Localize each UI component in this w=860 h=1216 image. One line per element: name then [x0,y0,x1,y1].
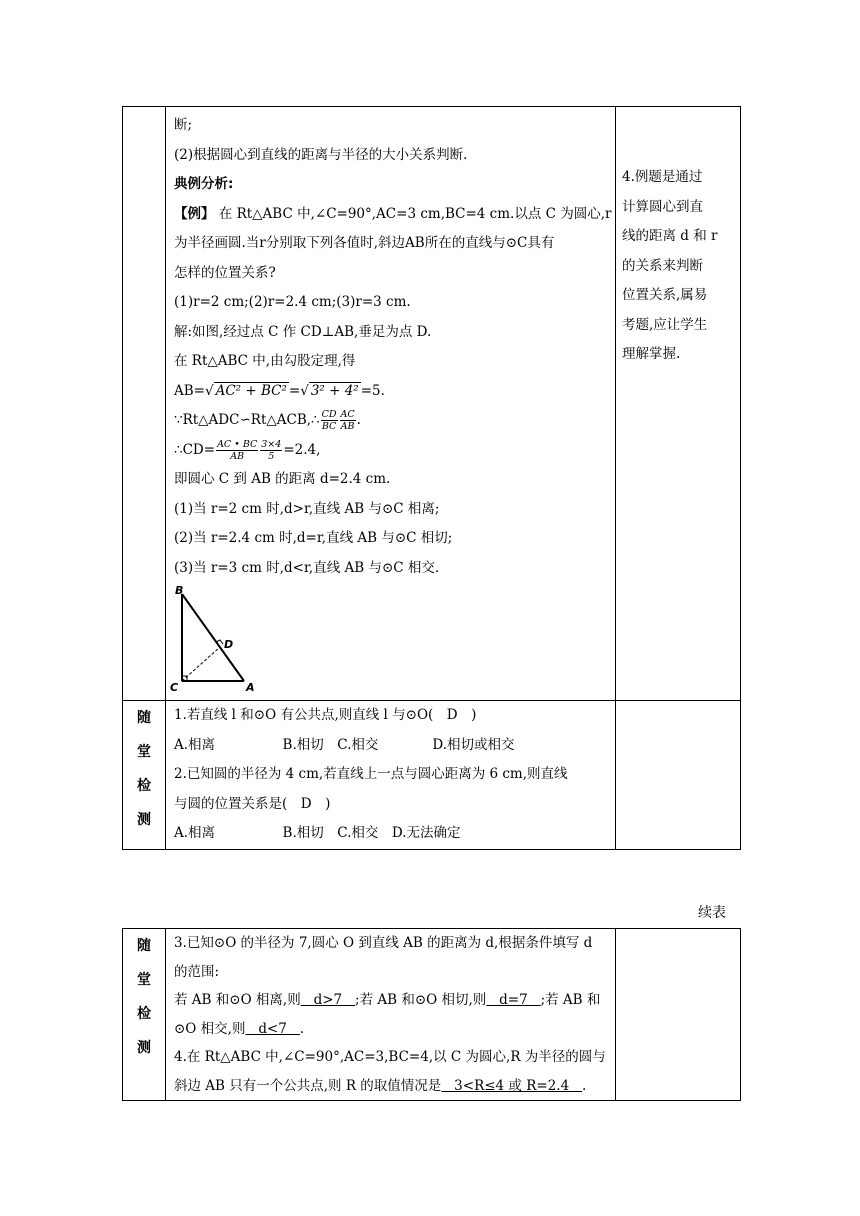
text-line: (1)当 r=2 cm 时,d>r,直线 AB 与⊙C 相离; [174,500,440,517]
side-label [123,701,165,837]
pythagoras-line [174,377,607,407]
quiz-question: 与圆的位置关系是( D ) [174,795,331,812]
fraction [260,439,282,462]
text-line: (1)r=2 cm;(2)r=2.4 cm;(3)r=3 cm. [174,294,411,310]
text-line: (3)当 r=3 cm 时,d<r,直线 AB 与⊙C 相交. [174,559,440,576]
text-span: . [299,1020,305,1037]
side-label-char: 堂 [137,972,151,988]
text-span: ;若 AB 和 [540,992,601,1008]
note-line: 线的距离 d 和 r [622,228,718,244]
fraction [216,439,258,462]
text-span: ⊙O 相交,则 [174,1020,246,1037]
text-span: ∴CD= [174,441,216,458]
fraction-denominator: BC [321,421,337,432]
fraction-denominator: AB [340,421,355,432]
section-heading: 典例分析: [174,176,234,192]
sqrt-sign: √ [300,382,309,399]
side-label-char: 随 [137,710,151,726]
note-line: 的关系来判断 [622,257,703,274]
example-intro [174,200,612,230]
text-span: ∵Rt△ADC∽Rt△ACB,∴ [174,412,320,428]
text-span: = [288,382,301,399]
vertex-label-b: B [175,585,184,597]
quiz-question: 的范围: [174,963,220,980]
text-span: =5. [360,382,385,399]
side-label-cell [123,929,166,1101]
text-span: 若 AB 和⊙O 相离,则 [174,992,301,1008]
example-cell [166,107,616,701]
vertex-label-c: C [170,681,179,693]
altitude-cd [182,647,220,681]
text-span: 在 Rt△ABC 中,∠C=90°,AC=3 cm,BC=4 cm.以点 C 为圆心,r [214,205,612,222]
fraction [321,409,338,432]
continued-label: 续表 [698,905,726,921]
side-label-char: 检 [137,778,151,794]
text-line: (2)当 r=2.4 cm 时,d=r,直线 AB 与⊙C 相切; [174,530,453,546]
text-span: AB= [174,382,205,399]
fraction-numerator: CD [321,409,337,420]
text-line: 在 Rt△ABC 中,由勾股定理,得 [174,353,356,369]
cd-line [174,436,607,466]
text-line: 为半径画圆.当r分别取下列各值时,斜边AB所在的直线与⊙C具有 [174,235,555,251]
quiz-cell [166,701,616,850]
quiz-fill-line [174,1072,607,1101]
quiz-cell [166,929,616,1101]
side-label-cell [123,701,166,850]
quiz-question: 2.已知圆的半径为 4 cm,若直线上一点与圆心距离为 6 cm,则直线 [174,766,568,782]
sqrt-sign: √ [204,382,214,399]
text-span: =2.4, [283,441,321,458]
note-line: 考题,应让学生 [622,316,708,333]
answer-blank: d<7 [245,1020,300,1037]
fraction-numerator: 3×4 [261,438,282,450]
quiz-question: 3.已知⊙O 的半径为 7,圆心 O 到直线 AB 的距离为 d,根据条件填写 d [174,935,593,951]
quiz-question: 1.若直线 l 和⊙O 有公共点,则直线 l 与⊙O( D ) [174,707,477,723]
similarity-line [174,406,607,436]
note-cell-empty [616,701,741,850]
vertex-label-d: D [224,638,234,651]
answer-blank: 3<R≤4 或 R=2.4 [441,1077,583,1094]
quiz-question: 4.在 Rt△ABC 中,∠C=90°,AC=3,BC=4,以 C 为圆心,R 为半径的圆与 [174,1049,606,1065]
side-cell-empty [123,107,166,701]
side-label-char: 测 [137,812,151,828]
fraction [340,409,356,432]
quiz-fill-line [174,1015,607,1044]
note-cell-empty [616,929,741,1101]
note-line: 4.例题是通过 [622,169,703,185]
quiz-options: A.相离 B.相切 C.相交 D.无法确定 [174,825,461,841]
side-ab [182,594,244,681]
quiz-options: A.相离 B.相切 C.相交 D.相切或相交 [174,736,515,753]
side-label-char: 测 [137,1040,151,1056]
text-span: 斜边 AB 只有一个公共点,则 R 的取值情况是 [174,1077,442,1094]
fraction-denominator: 5 [268,450,275,462]
text-span: . [582,1077,587,1094]
vertex-label-a: A [246,681,255,693]
side-label-char: 随 [137,938,151,954]
sqrt-radicand: 3² + 4² [310,382,359,399]
text-line: 即圆心 C 到 AB 的距离 d=2.4 cm. [174,471,391,487]
lesson-table-bottom [122,928,741,1101]
text-line: 解:如图,经过点 C 作 CD⊥AB,垂足为点 D. [174,323,432,340]
lesson-table-top [122,106,741,850]
fraction-numerator: AC [340,409,355,420]
note-line: 理解掌握. [622,346,681,362]
text-line: 怎样的位置关系? [174,264,276,281]
answer-blank: d>7 [300,992,356,1008]
side-label-char: 堂 [137,744,151,760]
example-tag: 【例】 [174,205,215,222]
fraction-numerator: AC • BC [217,438,258,450]
note-line: 计算圆心到直 [622,198,703,215]
side-label [123,929,165,1065]
quiz-fill-line [174,986,607,1015]
triangle-figure [168,585,268,693]
text-span: ;若 AB 和⊙O 相切,则 [355,992,487,1008]
text-line: 断; [174,117,193,133]
side-label-char: 检 [137,1006,151,1022]
sqrt-radicand: AC² + BC² [215,382,287,399]
text-span: . [356,412,361,428]
teaching-note-cell [616,107,741,701]
fraction-denominator: AB [230,450,245,462]
text-line: (2)根据圆心到直线的距离与半径的大小关系判断. [174,146,468,163]
answer-blank: d=7 [486,992,541,1008]
note-line: 位置关系,属易 [622,287,708,303]
